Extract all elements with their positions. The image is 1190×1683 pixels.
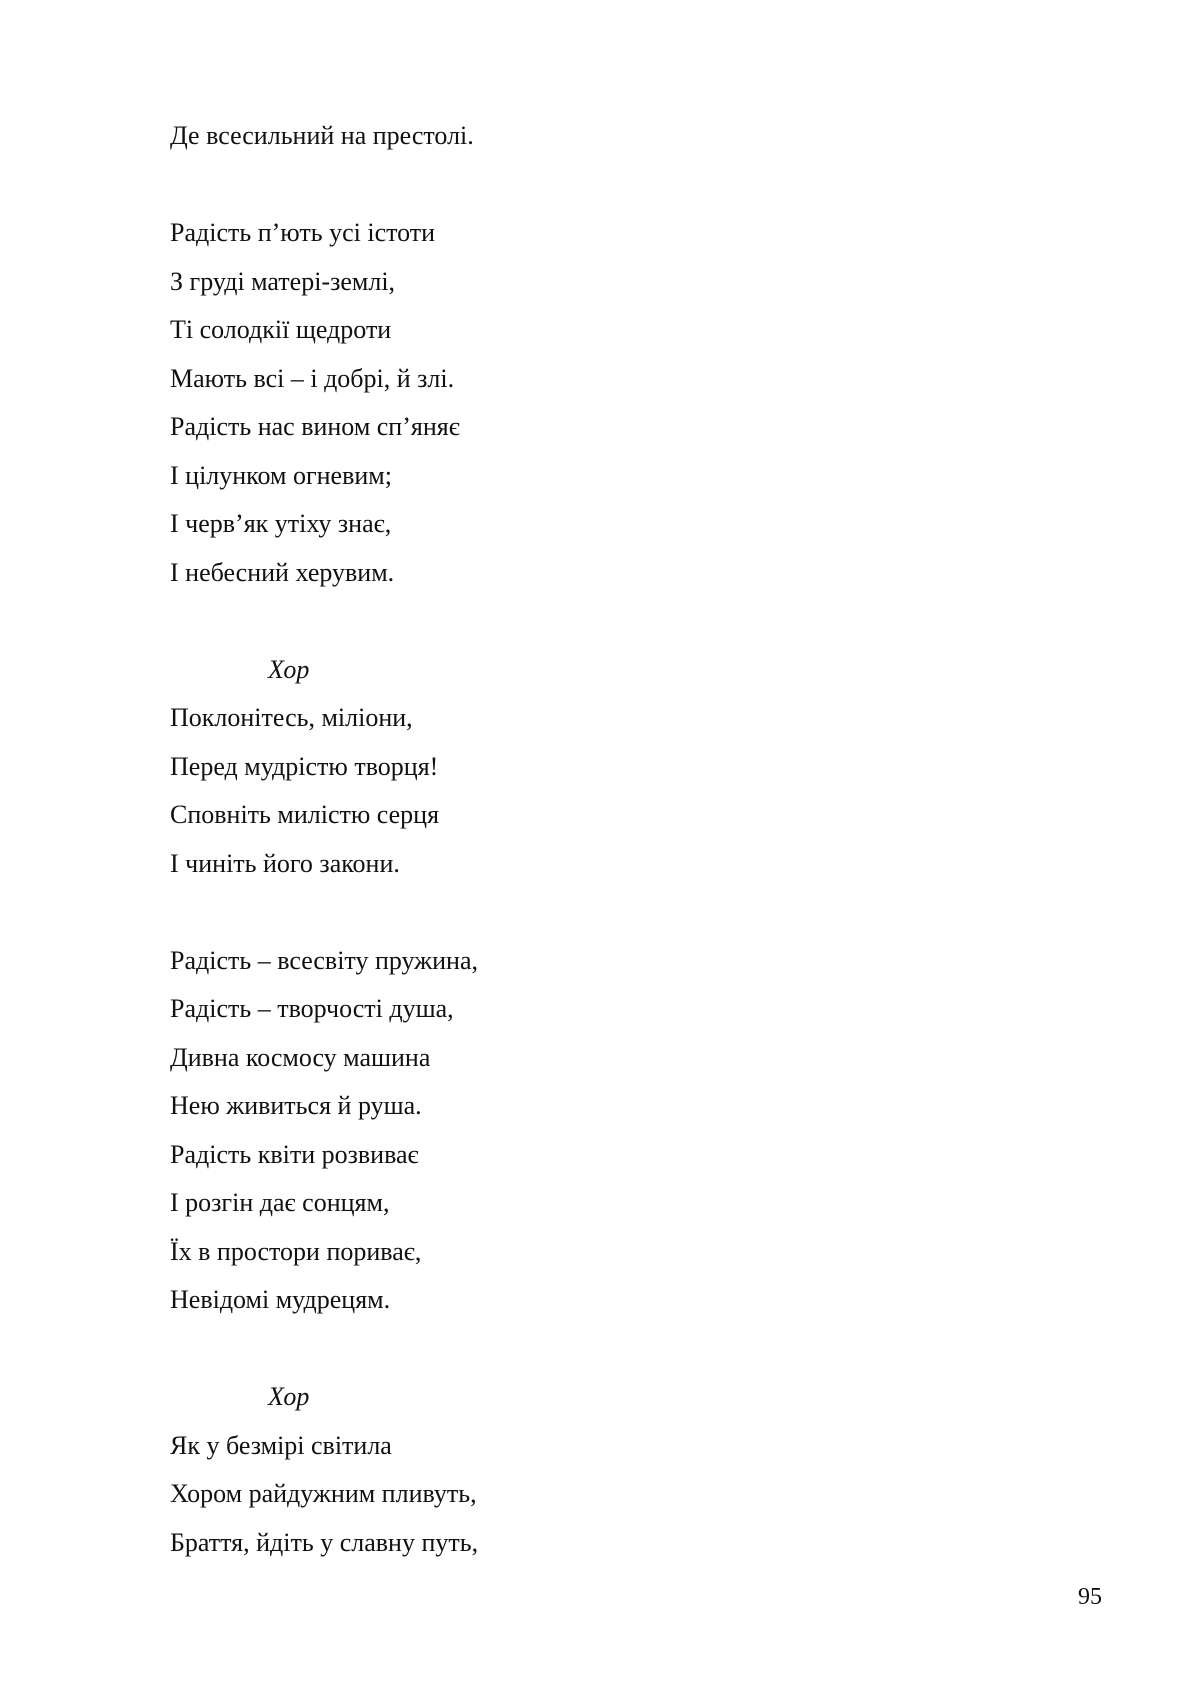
stanza-break	[170, 161, 1070, 210]
poem-text	[170, 112, 1070, 1567]
verse-line: Перед мудрістю творця!	[170, 751, 439, 781]
verse-line: Поклонітесь, міліони,	[170, 703, 413, 732]
verse-line: Невідомі мудрецям.	[170, 1285, 391, 1314]
verse-line: Браття, йдіть у славну путь,	[170, 1527, 479, 1557]
chorus-heading: Хор	[268, 654, 310, 684]
verse-line: Їх в простори пориває,	[170, 1236, 422, 1266]
verse-line: Радість – всесвіту пружина,	[170, 945, 479, 975]
verse-line: Сповніть милістю серця	[170, 800, 440, 829]
chorus-heading: Хор	[268, 1382, 310, 1411]
stanza-break	[170, 1325, 1070, 1374]
verse-line: І черв’як утіху знає,	[170, 509, 392, 538]
verse-line: І цілунком огневим;	[170, 460, 392, 490]
page-number: 95	[1078, 1584, 1102, 1610]
verse-line: І небесний херувим.	[170, 557, 395, 587]
verse-line: Дивна космосу машина	[170, 1042, 431, 1072]
verse-line: І чиніть його закони.	[170, 848, 400, 878]
verse-line: Радість – творчості душа,	[170, 994, 454, 1023]
stanza-break	[170, 888, 1070, 937]
verse-line: З груді матері-землі,	[170, 266, 396, 296]
verse-line: Нею живиться й руша.	[170, 1091, 422, 1120]
verse-line: Де всесильний на престолі.	[170, 121, 474, 150]
verse-line: Хором райдужним пливуть,	[170, 1479, 477, 1508]
stanza-break	[170, 597, 1070, 646]
verse-line: Радість п’ють усі істоти	[170, 218, 436, 247]
verse-line: Мають всі – і добрі, й злі.	[170, 363, 455, 393]
verse-line: Ті солодкії щедроти	[170, 315, 392, 344]
verse-line: Радість квіти розвиває	[170, 1139, 419, 1169]
verse-line: І розгін дає сонцям,	[170, 1188, 390, 1217]
verse-line: Як у безмірі світила	[170, 1430, 392, 1460]
verse-line: Радість нас вином сп’яняє	[170, 412, 460, 441]
